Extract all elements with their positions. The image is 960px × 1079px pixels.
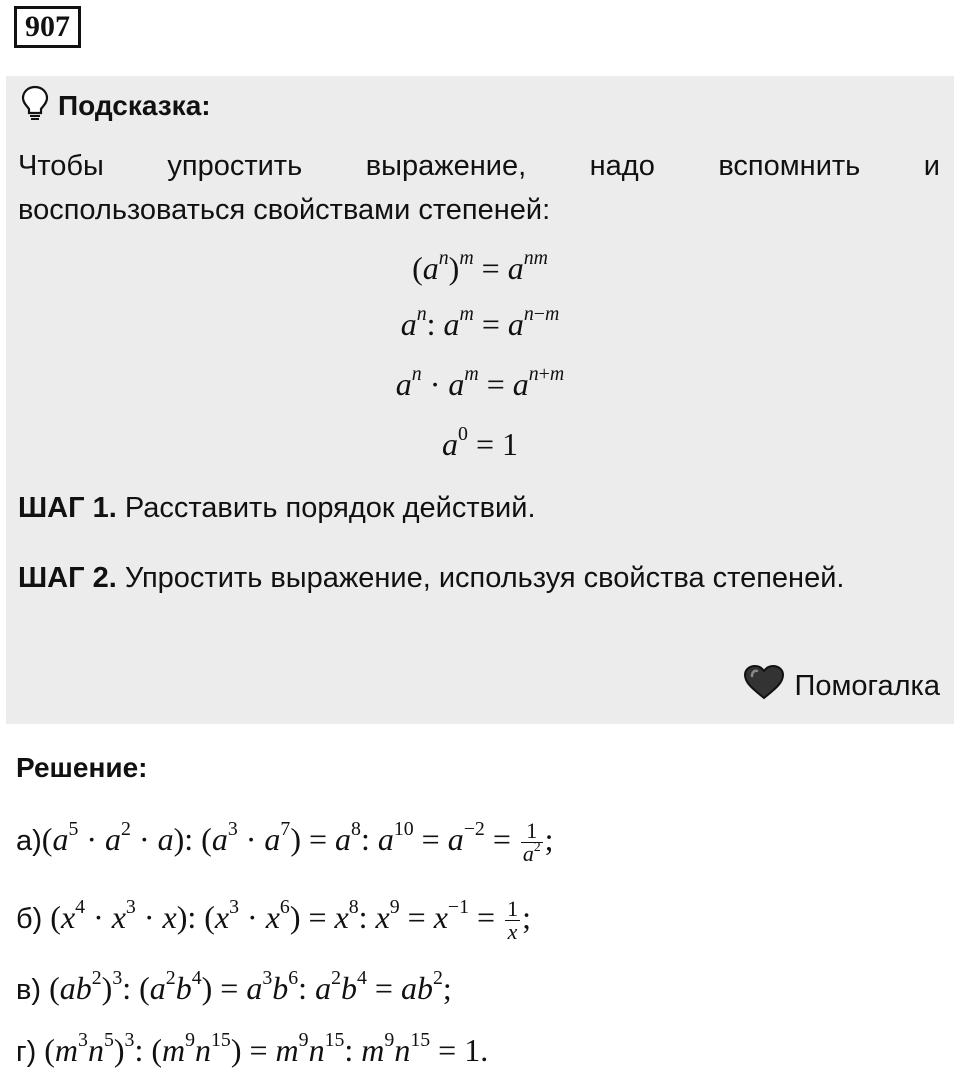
brand-name: Помогалка [794, 669, 940, 702]
formula-power-of-power: $(a^n)^m = a^{nm}$ [412, 247, 548, 286]
hint-step-1 [18, 486, 940, 530]
hint-intro [18, 144, 940, 232]
step2-text: Упростить выражение, используя свойства степеней. [124, 562, 845, 594]
formula-zero-power: $a^0 = 1$ [442, 423, 518, 462]
solution-label-d: г) [16, 1036, 37, 1068]
brand [743, 664, 940, 708]
hint-header [20, 86, 211, 126]
step1-text: Расставить порядок действий. [124, 492, 536, 524]
solution-title: Решение: [16, 752, 148, 783]
solution-label-c: в) [16, 974, 42, 1006]
fraction-b: $\frac{1}{x}$ [507, 896, 519, 944]
formula-division: $a^n$: $a^m = a^{n-m}$ [400, 303, 560, 342]
lightbulb-icon [20, 85, 50, 128]
solution-line-a: $а)(a^5 \cdot a^2 \cdot a)$: $(a^3 \cdot a^7) = a^8$: $a^{10} = a^{-2}$ = $\frac{1}{a^2}$ ; [16, 817, 554, 866]
solution-label-a: а) [16, 824, 42, 857]
solution-line-b: б) $(x^4 \cdot x^3 \cdot x)$: $(x^3 \cdot x^6) = x^8$: $x^9 = x^{-1}$ = $\frac{1}{x}$ ; [16, 895, 531, 944]
hint-panel [6, 76, 954, 724]
solution-line-c: в) $(ab^2)^3$: $(a^2b^4) = a^3b^6$: $a^2b^4 = ab^2$; [16, 967, 452, 1006]
solution-label-b: б) [16, 902, 43, 935]
hint-title: Подсказка: [58, 90, 211, 121]
hint-step-2 [18, 556, 940, 600]
hint-intro-line1: Чтобы упростить выражение, надо вспомнить и [18, 150, 940, 182]
fraction-a: $\frac{1}{a^2}$ [522, 818, 541, 866]
hint-intro-line2: воспользоваться свойствами степеней: [18, 194, 551, 226]
solution-line-d: г) $(m^3n^5)^3$: $(m^9n^{15}) = m^9n^{15}$: $m^9n^{15} = 1$. [16, 1029, 489, 1068]
step2-label: ШАГ 2. [18, 562, 117, 594]
heart-icon [743, 664, 785, 708]
step1-label: ШАГ 1. [18, 492, 117, 524]
problem-number: 907 [14, 6, 81, 48]
formula-multiplication: $a^n \cdot a^m = a^{n+m}$ [395, 363, 565, 402]
